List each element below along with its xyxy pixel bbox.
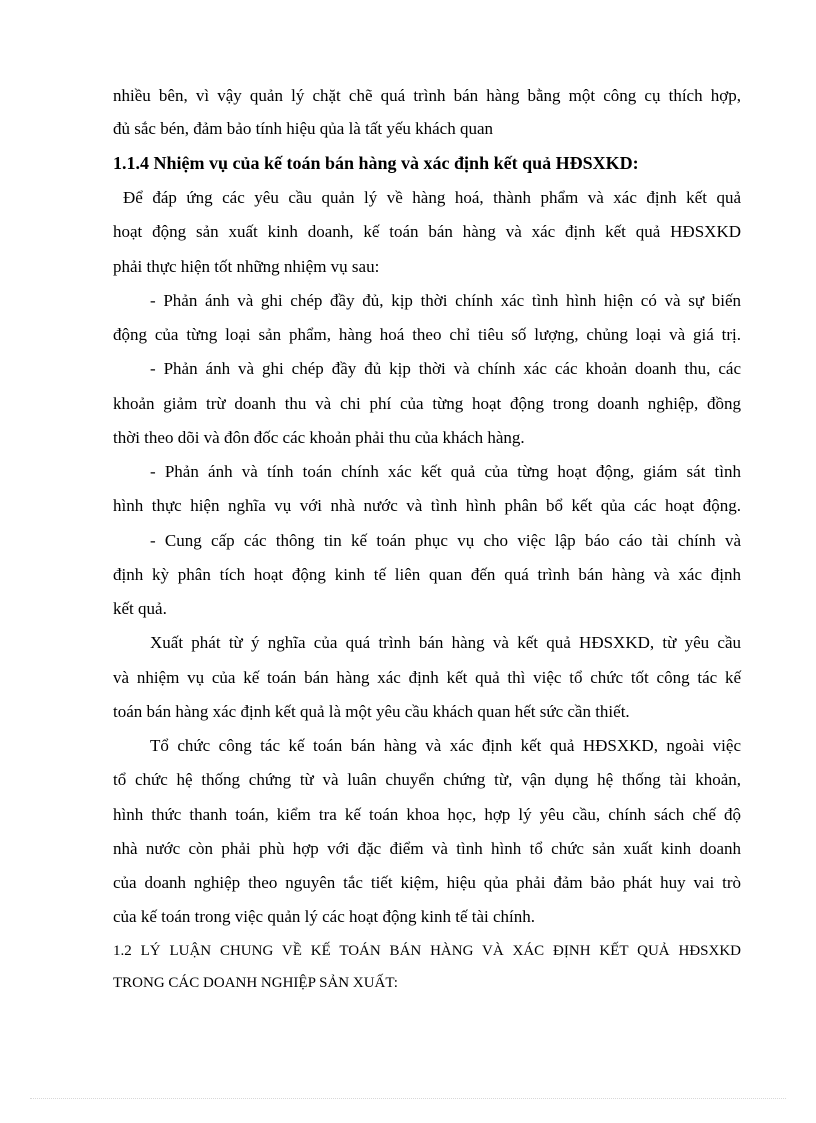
- paragraph-line: nhiều bên, vì vậy quản lý chặt chẽ quá trình bán hàng bằng một công cụ thích hợp,: [113, 86, 741, 105]
- paragraph-line: hình thức thanh toán, kiểm tra kế toán khoa học, hợp lý yêu cầu, chính sách chế độ: [113, 805, 741, 824]
- section-heading-1-1-4: 1.1.4 Nhiệm vụ của kế toán bán hàng và xác định kết quả HĐSXKD:: [113, 153, 639, 173]
- page-bottom-divider: [30, 1098, 786, 1099]
- paragraph-line: toán bán hàng xác định kết quả là một yêu cầu khách quan hết sức cần thiết.: [113, 702, 630, 721]
- paragraph-line: hoạt động sản xuất kinh doanh, kế toán bán hàng và xác định kết quả HĐSXKD: [113, 222, 741, 241]
- paragraph-line: Xuất phát từ ý nghĩa của quá trình bán hàng và kết quả HĐSXKD, từ yêu cầu: [150, 633, 741, 652]
- list-item-line: khoản giảm trừ doanh thu và chi phí của từng hoạt động trong doanh nghiệp, đồng: [113, 394, 741, 413]
- list-item-line: thời theo dõi và đôn đốc các khoản phải thu của khách hàng.: [113, 428, 525, 447]
- paragraph-line: đủ sắc bén, đảm bảo tính hiệu qủa là tất yếu khách quan: [113, 119, 494, 138]
- paragraph-line: phải thực hiện tốt những nhiệm vụ sau:: [113, 257, 380, 276]
- paragraph-line: nhà nước còn phải phù hợp với đặc điểm và tình hình tổ chức sản xuất kinh doanh: [113, 839, 741, 858]
- paragraph-line: Để đáp ứng các yêu cầu quản lý về hàng hoá, thành phẩm và xác định kết quả: [123, 188, 741, 207]
- list-item-line: định kỳ phân tích hoạt động kinh tế liên quan đến quá trình bán hàng và xác định: [113, 565, 741, 584]
- paragraph-line: và nhiệm vụ của kế toán bán hàng xác định kết quả thì việc tổ chức tốt công tác kế: [113, 668, 741, 687]
- paragraph-line: của kế toán trong việc quản lý các hoạt động kinh tế tài chính.: [113, 907, 536, 926]
- list-item-line: động của từng loại sản phẩm, hàng hoá theo chỉ tiêu số lượng, chủng loại và giá trị.: [113, 325, 741, 344]
- list-item-line: - Phản ánh và ghi chép đầy đủ kịp thời và chính xác các khoản doanh thu, các: [150, 359, 741, 378]
- list-item-line: - Phản ánh và ghi chép đầy đủ, kịp thời chính xác tình hình hiện có và sự biến: [150, 291, 741, 310]
- section-heading-1-2-continued: TRONG CÁC DOANH NGHIỆP SẢN XUẤT:: [113, 975, 398, 991]
- list-item-line: hình thực hiện nghĩa vụ với nhà nước và tình hình phân bổ kết qủa các hoạt động.: [113, 496, 741, 515]
- paragraph-line: Tổ chức công tác kế toán bán hàng và xác định kết quả HĐSXKD, ngoài việc: [150, 736, 741, 755]
- list-item-line: kết quả.: [113, 599, 167, 618]
- paragraph-line: của doanh nghiệp theo nguyên tắc tiết kiệm, hiệu qủa phải đảm bảo phát huy vai trò: [113, 873, 741, 892]
- list-item-line: - Phản ánh và tính toán chính xác kết quả của từng hoạt động, giám sát tình: [150, 462, 741, 481]
- list-item-line: - Cung cấp các thông tin kế toán phục vụ cho việc lập báo cáo tài chính và: [150, 531, 741, 550]
- paragraph-line: tổ chức hệ thống chứng từ và luân chuyển chứng từ, vận dụng hệ thống tài khoản,: [113, 770, 741, 789]
- section-heading-1-2: 1.2 LÝ LUẬN CHUNG VỀ KẾ TOÁN BÁN HÀNG VÀ XÁC ĐỊNH KẾT QUẢ HĐSXKD: [113, 943, 741, 959]
